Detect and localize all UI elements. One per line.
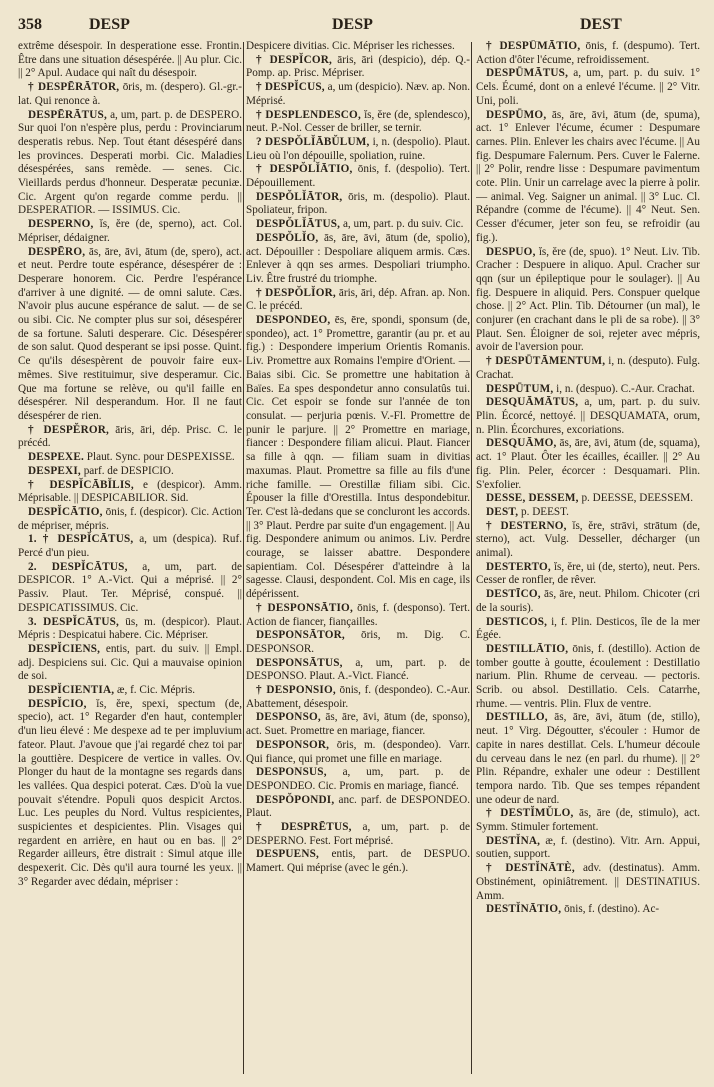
entry-headword: † DESPŎLĬĀTIO, bbox=[256, 163, 353, 176]
entry-definition: a, um, part. p. de DESPONSO. Plaut. A.-Vict. Fiancé. bbox=[246, 656, 470, 683]
dictionary-entry bbox=[476, 383, 700, 397]
page-number: 358 bbox=[18, 16, 42, 33]
entry-headword: DEST, bbox=[486, 505, 519, 518]
entry-definition: adv. (destinatus). Amm. Obstinément, opiniâtrement. || DESTINATIUS. Amm. bbox=[476, 862, 700, 902]
column-rule bbox=[243, 42, 244, 1074]
entry-definition: ōnis, f. (destino). Ac- bbox=[564, 903, 660, 916]
entry-headword: DESPONSĀTOR, bbox=[256, 629, 345, 642]
entry-definition: p. DEEST. bbox=[521, 505, 569, 518]
entry-headword: † DESTERNO, bbox=[486, 519, 567, 532]
dictionary-entry bbox=[246, 794, 470, 821]
entry-headword: DESPŎPONDI, bbox=[256, 793, 335, 806]
entry-headword: DESPONSOR, bbox=[256, 738, 330, 751]
dictionary-entry bbox=[246, 40, 470, 54]
entry-definition: ĭs, ĕre (de, splendesco), neut. P.-Nol. Cesser de briller, se ternir. bbox=[246, 108, 470, 135]
entry-definition: Plaut. Sync. pour DESPEXISSE. bbox=[86, 451, 235, 464]
entry-definition: āris, āri (despicio), dép. Q.-Pomp. ap. Prisc. Mépriser. bbox=[246, 53, 470, 80]
dictionary-entry bbox=[246, 602, 470, 629]
entry-definition: ās, āre, āvi, ātum (de, spolio), act. Dépouiller : Despoliare aliquem armis. Cæs. Enlever à qqn ses armes. Despoliari triumpho. Liv. Être frustré du triomphe. bbox=[246, 231, 470, 285]
entry-definition: ōnis, f. (desponso). Tert. Action de fiancer, fiançailles. bbox=[246, 601, 470, 628]
dictionary-entry bbox=[246, 163, 470, 190]
entry-definition: ĭs, ĕre (de, spuo). 1° Neut. Liv. Tib. Cracher : Despuere in aliquo. Apul. Cracher sur qqn (sur un épileptique pour le soulager). || Au fig. Despuere in aliquid. Pers. Conspuer quelque chose. || 2° Act. Plin. Tib. Détourner (un mal), le conjurer (en crachant dans le pli de sa robe). || 3° Plaut. Sen. Éloigner de soi, rejeter avec mépris, avoir de l'aversion pour. bbox=[476, 245, 700, 354]
entry-definition: a, um, part. p. de DESPONDEO. Cic. Promis en mariage, fiancé. bbox=[246, 766, 470, 792]
entry-definition: entis, part. du suiv. || Empl. adj. Despiciens sui. Cic. Qui a mauvaise opinion de soi. bbox=[18, 642, 242, 683]
entry-headword: DESPONSUS, bbox=[256, 766, 327, 779]
dictionary-entry bbox=[246, 81, 470, 108]
entry-definition: i, n. (desputo). Fulg. Crachat. bbox=[476, 355, 700, 381]
entry-headword: DESPERNO, bbox=[28, 218, 94, 231]
dictionary-entry bbox=[18, 81, 242, 108]
text-columns bbox=[14, 40, 700, 1080]
dictionary-entry bbox=[476, 355, 700, 382]
entry-headword: DESTĬNA, bbox=[486, 834, 541, 847]
entry-definition: ōnis, f. (despicor). Cic. Action de mépriser, mépris. bbox=[18, 505, 242, 532]
dictionary-entry bbox=[476, 903, 700, 917]
dictionary-entry bbox=[476, 588, 700, 615]
entry-headword: DESPĬCIO, bbox=[28, 697, 87, 710]
entry-definition: āris, āri, dép. Afran. ap. Non. C. le précéd. bbox=[246, 286, 470, 313]
dictionary-entry bbox=[476, 711, 700, 807]
entry-definition: a, um, part. p. de DESPERO. Sur quoi l'on n'espère plus, perdu : Provinciarum desperatis rebus. Nep. Tout étant désespéré dans les provinces. Desperati morbi. Cic. Maladies désespérées, sans remède. — senes. Cic. Vieillards perdus d'honneur. Desperatæ pecuniæ. Cic. Argent qu'on regarde comme perdu. || DESPERATIOR. — ISSIMUS. Cic. bbox=[18, 108, 242, 217]
entry-headword: DESQUĀMĀTUS, bbox=[486, 396, 579, 409]
entry-definition: Despicere divitias. Cic. Mépriser les richesses. bbox=[246, 40, 455, 52]
entry-headword: DESTILLĀTIO, bbox=[486, 642, 569, 655]
entry-headword: 2. DESPĬCĀTUS, bbox=[28, 560, 128, 573]
entry-headword: DESPĬCIENS, bbox=[28, 642, 101, 655]
entry-headword: DESPĬCIENTIA, bbox=[28, 684, 115, 697]
entry-definition: e (despicor). Amm. Méprisable. || DESPICABILIOR. Sid. bbox=[18, 478, 242, 505]
header-center-word: DESP bbox=[332, 16, 373, 33]
entry-headword: DESTILLO, bbox=[486, 711, 548, 724]
entry-definition: ōris, m. Dig. C. DESPONSOR. bbox=[246, 629, 470, 655]
entry-headword: DESPUO, bbox=[486, 245, 536, 258]
dictionary-entry bbox=[246, 232, 470, 287]
dictionary-entry bbox=[18, 643, 242, 684]
entry-definition: a, um, part. p. du suiv. Cic. bbox=[342, 218, 464, 231]
dictionary-entry bbox=[18, 616, 242, 643]
entry-definition: ōris, m. (despolio). Plaut. Spoliateur, fripon. bbox=[246, 190, 470, 217]
dictionary-entry bbox=[476, 492, 700, 506]
entry-headword: DESTĬNĀTIO, bbox=[486, 903, 562, 916]
entry-headword: DESPŎLĬĀTUS, bbox=[256, 218, 341, 231]
column-2 bbox=[246, 40, 470, 1080]
entry-definition: ās, āre, neut. Philom. Chicoter (cri de la souris). bbox=[476, 588, 700, 614]
entry-headword: † DESPONSĀTIO, bbox=[256, 601, 353, 614]
dictionary-entry bbox=[476, 862, 700, 903]
entry-headword: † DESPŪTĀMENTUM, bbox=[486, 355, 606, 368]
dictionary-entry bbox=[18, 465, 242, 479]
entry-definition: ēs, ēre, spondi, sponsum (de, spondeo), act. 1° Promettre, garantir (au pr. et au fig.) : Despondere imperium Orientis Romanis. Liv. Promettre aux Romains l'empire d'Orient. — Baias sibi. Cic. Se promettre une habitation à Baïes. Ea spes despondetur anno consulatûs tui. Cic. Cet espoir se fonde sur l'année de ton consulat. — perjuria pœnis. V.-Fl. Promettre de punir le parjure. || 2° Promettre en mariage, fiancer : Despondere filiam alicui. Plaut. Fiancer sa fille à qqn. — filiam suam in divitias maxumas. Plaut. Promettre sa fille au fils d'une riche famille. — Orestillæ filiam sibi. Cic. Épouser la fille d'Orestilla. Intus despondebitur. Ter. C'est là-dedans que se concluront les accords. || 3° Plaut. Perdre par suite d'un engagement. || Au fig. Despondere animum ou animos. Liv. Perdre courage, se laisser abattre. Despondere sapientiam. Col. Désespérer d'atteindre à la sagesse. Clausi, despondent. Col. Mis en cage, ils dépérissent. bbox=[246, 314, 470, 601]
entry-headword: † DESPĬCUS, bbox=[256, 81, 325, 94]
entry-definition: ōris, m. (despero). Gl.-gr.-lat. Qui renonce à. bbox=[18, 81, 242, 107]
entry-headword: DESPŪTUM, bbox=[486, 382, 554, 395]
column-1 bbox=[18, 40, 242, 1080]
entry-definition: āris, āri, dép. Prisc. C. le précéd. bbox=[18, 423, 242, 450]
dictionary-entry bbox=[18, 109, 242, 219]
entry-definition: i, f. Plin. Desticos, île de la mer Égée. bbox=[476, 615, 700, 642]
dictionary-entry bbox=[246, 314, 470, 602]
entry-definition: æ, f. (destino). Vitr. Arn. Appui, soutien, support. bbox=[476, 834, 700, 861]
dictionary-entry bbox=[18, 218, 242, 245]
entry-definition: parf. de DESPICIO. bbox=[83, 464, 174, 477]
entry-definition: ĭs, ĕre (de, sperno), act. Col. Mépriser, dédaigner. bbox=[18, 218, 242, 244]
entry-headword: † DESPĬCOR, bbox=[256, 53, 333, 66]
entry-headword: † DESPĔROR, bbox=[28, 423, 110, 436]
entry-definition: a, um (despica). Ruf. Percé d'un pieu. bbox=[18, 533, 242, 560]
entry-headword: 3. DESPĬCĀTUS, bbox=[28, 615, 120, 628]
dictionary-entry bbox=[476, 109, 700, 246]
entry-definition: ōris, m. (despondeo). Varr. Qui fiance, qui promet une fille en mariage. bbox=[246, 738, 470, 765]
entry-definition: i, n. (despolio). Plaut. Lieu où l'on dépouille, spoliation, ruine. bbox=[246, 135, 470, 162]
dictionary-entry bbox=[246, 54, 470, 81]
entry-definition: ōnis, f. (destillo). Action de tomber goutte à goutte, écoulement : Destillatio narium. Plin. Rhume de cerveau. — pectoris. Scrib. ou absol. Destillatio. Cels. Catarrhe, rhume. — ventris. Plin. Flux de ventre. bbox=[476, 642, 700, 710]
entry-headword: † DESPŪMĀTIO, bbox=[486, 40, 581, 52]
entry-definition: a, um, part. p. de DESPERNO. Fest. Fort méprisé. bbox=[246, 821, 470, 847]
entry-headword: DESPONSĀTUS, bbox=[256, 656, 343, 669]
entry-headword: DESTĪCO, bbox=[486, 588, 541, 601]
dictionary-entry bbox=[18, 698, 242, 890]
column-3 bbox=[476, 40, 700, 1080]
entry-definition: anc. parf. de DESPONDEO. Plaut. bbox=[246, 793, 470, 820]
entry-definition: ūs, m. (despicor). Plaut. Mépris : Despicatui habere. Cic. Mépriser. bbox=[18, 615, 242, 642]
entry-definition: extrême désespoir. In desperatione esse. Frontin. Être dans une situation désespérée. || Au plur. Cic. || 2° Apul. Audace qui naît du désespoir. bbox=[18, 40, 242, 80]
entry-headword: † DESPŎLĬOR, bbox=[256, 286, 336, 299]
entry-headword: † DESTĬNĀTÈ, bbox=[486, 862, 575, 875]
entry-definition: ās, āre, āvi, ātum (de, spero), act. et neut. Perdre toute espérance, désespérer de : Desperare honorem. Cic. Perdre l'espérance d'arriver à une dignité. — de omni salute. Cæs. N'avoir plus aucune espérance de salut. — de se ou sibi. Cic. Ne compter plus sur soi, désespérer de sa fortune. Saluti desperare. Cic. Désespérer de son salut. Quod desperant se ipsi posse. Quint. Ce qu'ils désespèrent de pouvoir faire eux-mêmes. Sive restituimur, sive desperamur. Cic. Que ma fortune se relève, ou qu'il faille en désespérer. Nil desperandum. Hor. Il ne faut désespérer de rien. bbox=[18, 245, 242, 422]
entry-definition: æ, f. Cic. Mépris. bbox=[117, 684, 196, 697]
entry-definition: a, um (despicio). Næv. ap. Non. Méprisé. bbox=[246, 81, 470, 107]
entry-headword: DESPEXI, bbox=[28, 464, 81, 477]
dictionary-entry bbox=[18, 533, 242, 560]
dictionary-entry bbox=[18, 424, 242, 451]
dictionary-entry bbox=[18, 40, 242, 81]
dictionary-entry bbox=[246, 821, 470, 848]
entry-definition: ĭs, ĕre, ui (de, sterto), neut. Pers. Cesser de ronfler, de rêver. bbox=[476, 560, 700, 587]
dictionary-entry bbox=[246, 766, 470, 793]
dictionary-entry bbox=[18, 506, 242, 533]
entry-definition: ōnis, f. (despumo). Tert. Action d'ôter l'écume, refroidissement. bbox=[476, 40, 700, 66]
dictionary-entry bbox=[246, 109, 470, 136]
dictionary-entry bbox=[476, 396, 700, 437]
dictionary-entry bbox=[246, 739, 470, 766]
entry-definition: i, n. (despuo). C.-Aur. Crachat. bbox=[556, 382, 695, 395]
entry-headword: DESQUĀMO, bbox=[486, 437, 557, 450]
entry-definition: ās, āre, āvi, ātum (de, squama), act. 1° Plaut. Ôter les écailles, écailler. || 2° Au fig. Plin. Peler, écorcer : Desquamari. Plin. S'exfolier. bbox=[476, 437, 700, 491]
entry-definition: p. DEESSE, DEESSEM. bbox=[581, 492, 694, 505]
entry-headword: 1. † DESPĬCĀTUS, bbox=[28, 533, 134, 546]
dictionary-entry bbox=[476, 40, 700, 67]
dictionary-entry bbox=[18, 246, 242, 424]
dictionary-entry bbox=[476, 643, 700, 712]
entry-headword: DESPŎLĬĀTOR, bbox=[256, 190, 343, 203]
entry-definition: ōnis, f. (despondeo). C.-Aur. Abattement, désespoir. bbox=[246, 684, 470, 710]
entry-definition: entis, part. de DESPUO. Mamert. Qui méprise (avec le gén.). bbox=[246, 848, 470, 875]
dictionary-entry bbox=[246, 218, 470, 232]
entry-headword: † DESTĬMŬLO, bbox=[486, 807, 574, 820]
dictionary-entry bbox=[476, 520, 700, 561]
entry-headword: ? DESPŎLĬĀBŬLUM, bbox=[256, 135, 370, 148]
entry-headword: DESPUENS, bbox=[256, 848, 320, 861]
entry-definition: a, um, part. de DESPICOR. 1° A.-Vict. Qui a méprisé. || 2° Passiv. Plaut. Ter. Méprisé, conspué. || DESPICATISSIMUS. Cic. bbox=[18, 560, 242, 614]
entry-definition: ĭs, ĕre, spexi, spectum (de, specio), act. 1° Regarder d'en haut, contempler d'un lieu élevé : Me despexe ad te per impluvium fateor. Plaut. J'avoue que j'ai regardé chez toi par la gouttière. Despicere de vertice in valles. Ov. Plonger du haut de la montagne ses regards dans les vallées. Qua despici poterat. Cæs. D'où la vue pouvait s'étendre. Populi quos despicit Arctos. Luc. Les peuples du Nord. Vultus respicientes, suspicientes et despicientes. Plin. Visages qui regardent en arrière, en haut ou en bas. || 2° Regarder ailleurs, être distrait : Simul atque ille despexerit. Cic. Dès qu'il aura tourné les yeux. || 3° Regarder avec dédain, mépriser : bbox=[18, 697, 242, 888]
entry-definition: ĭs, ĕre, strāvi, strātum (de, sterno), act. Vulg. Desseller, décharger (un animal). bbox=[476, 519, 700, 560]
dictionary-entry bbox=[476, 807, 700, 834]
entry-headword: † DESPRĒTUS, bbox=[256, 821, 352, 834]
dictionary-entry bbox=[476, 67, 700, 108]
dictionary-entry bbox=[246, 711, 470, 738]
entry-headword: DESPĒRO, bbox=[28, 245, 86, 258]
entry-headword: DESPŎLĬO, bbox=[256, 231, 319, 244]
dictionary-entry bbox=[476, 437, 700, 492]
dictionary-entry bbox=[246, 848, 470, 875]
entry-headword: DESPĬCĀTIO, bbox=[28, 505, 103, 518]
entry-headword: † DESPĬCĀBĬLIS, bbox=[28, 478, 134, 491]
dictionary-entry bbox=[18, 451, 242, 465]
entry-headword: DESPONSO, bbox=[256, 711, 321, 724]
entry-headword: DESTERTO, bbox=[486, 560, 551, 573]
entry-definition: ās, āre, āvi, ātum (de, sponso), act. Suet. Promettre en mariage, fiancer. bbox=[246, 711, 470, 738]
dictionary-entry bbox=[246, 657, 470, 684]
dictionary-entry bbox=[476, 835, 700, 862]
entry-headword: † DESPĒRĀTOR, bbox=[28, 81, 120, 94]
entry-headword: DESTICOS, bbox=[486, 615, 548, 628]
entry-headword: DESPŪMO, bbox=[486, 108, 547, 121]
dictionary-entry bbox=[246, 136, 470, 163]
entry-definition: a, um, part. p. du suiv. 1° Cels. Écumé, dont on a enlevé l'écume. || 2° Vitr. Uni, poli. bbox=[476, 67, 700, 107]
dictionary-entry bbox=[476, 246, 700, 356]
entry-headword: † DESPLENDESCO, bbox=[256, 108, 361, 121]
dictionary-entry bbox=[18, 561, 242, 616]
column-rule bbox=[471, 42, 472, 1074]
dictionary-entry bbox=[18, 684, 242, 698]
entry-headword: DESSE, DESSEM, bbox=[486, 492, 579, 505]
entry-headword: † DESPONSIO, bbox=[256, 684, 336, 697]
entry-definition: ās, āre, āvi, ātum (de, stillo), neut. 1° Virg. Dégoutter, s'écouler : Humor de capite in nares destillat. Cels. L'humeur découle du cerveau dans le nez (en parl. du rhume). || 2° Plin. Répandre, exhaler une odeur : Destillent tempora nardo. Tib. Que ses tempes répandent une odeur de nard. bbox=[476, 711, 700, 806]
dictionary-entry bbox=[246, 191, 470, 218]
entry-definition: ās, āre (de, stimulo), act. Symm. Stimuler fortement. bbox=[476, 807, 700, 834]
dictionary-entry bbox=[476, 506, 700, 520]
entry-definition: ōnis, f. (despolio). Tert. Dépouillement. bbox=[246, 163, 470, 190]
dictionary-entry bbox=[476, 561, 700, 588]
header-left-word: DESP bbox=[89, 16, 130, 33]
entry-headword: DESPĒRĀTUS, bbox=[28, 108, 107, 121]
entry-headword: DESPŪMĀTUS, bbox=[486, 67, 569, 80]
dictionary-entry bbox=[246, 287, 470, 314]
dictionary-entry bbox=[246, 629, 470, 656]
entry-headword: DESPONDEO, bbox=[256, 314, 331, 327]
entry-definition: ās, āre, āvi, ātum (de, spuma), act. 1° Enlever l'écume, écumer : Despumare carnes. Plin. Enlever les chairs avec l'écume. || Au fig. Despumare Falernum. Pers. Cuver le Falerne. || 2° Polir, rendre lisse : Despumare pavimentum cote. Plin. Unir un carrelage avec la pierre à polir. — animal. Veg. Saigner un animal. || 3° Luc. Cl. Répandre (comme de l'écume). || 4° Neut. Sen. Cesser d'écumer, jeter son feu, se refroidir (au fig.). bbox=[476, 108, 700, 244]
dictionary-entry bbox=[476, 616, 700, 643]
running-header bbox=[14, 16, 700, 38]
dictionary-entry bbox=[246, 684, 470, 711]
header-right-word: DEST bbox=[580, 16, 622, 33]
dictionary-entry bbox=[18, 479, 242, 506]
entry-headword: DESPEXE. bbox=[28, 451, 84, 464]
entry-definition: a, um, part. p. du suiv. Plin. Écorcé, nettoyé. || DESQUAMATA, orum, n. Plin. Écorchures, excoriations. bbox=[476, 396, 700, 436]
